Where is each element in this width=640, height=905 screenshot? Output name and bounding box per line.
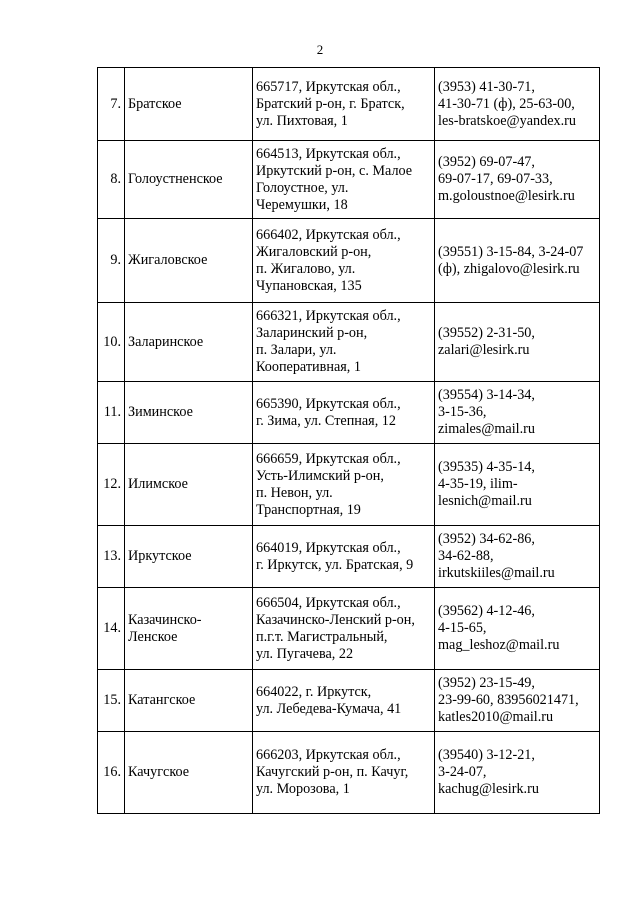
forestry-address-line: Усть-Илимский р-он, — [256, 467, 384, 484]
forestry-contacts-line: (ф), zhigalovo@lesirk.ru — [438, 260, 580, 277]
forestry-address-line: Транспортная, 19 — [256, 501, 361, 518]
forestry-contacts — [435, 732, 600, 814]
forestry-address-line: г. Зима, ул. Степная, 12 — [256, 412, 396, 429]
forestry-address — [253, 141, 435, 219]
forestry-name — [125, 670, 253, 732]
forestry-name-line: Казачинско- — [128, 611, 202, 628]
forestry-name-line: Заларинское — [128, 333, 204, 350]
forestry-name-line: Зиминское — [128, 404, 193, 420]
row-number: 7. — [98, 68, 125, 141]
forestry-address-line: 666321, Иркутская обл., — [256, 308, 401, 324]
forestry-contacts-line: 41-30-71 (ф), 25-63-00, — [438, 95, 575, 112]
forestry-contacts-line: (39562) 4-12-46, — [438, 603, 535, 619]
forestry-address-line: г. Иркутск, ул. Братская, 9 — [256, 556, 414, 573]
row-number: 13. — [98, 526, 125, 588]
forestry-name — [125, 382, 253, 444]
forestry-name — [125, 732, 253, 814]
forestry-name-line: Ленское — [128, 628, 178, 645]
table-row — [98, 303, 600, 382]
table-body — [98, 68, 600, 814]
forestry-contacts-line: 34-62-88, — [438, 548, 494, 564]
forestry-contacts-line: kachug@lesirk.ru — [438, 781, 539, 797]
forestry-address-line: ул. Пугачева, 22 — [256, 645, 354, 662]
forestry-table — [97, 67, 600, 814]
forestry-address — [253, 526, 435, 588]
table-row — [98, 526, 600, 588]
forestry-address-line: 664022, г. Иркутск, — [256, 683, 372, 700]
forestry-address-line: ул. Пихтовая, 1 — [256, 112, 348, 129]
forestry-contacts-line: (39554) 3-14-34, — [438, 387, 535, 403]
forestry-address — [253, 303, 435, 382]
forestry-contacts — [435, 670, 600, 732]
forestry-contacts-line: 3-15-36, — [438, 404, 487, 420]
forestry-contacts-line: (39540) 3-12-21, — [438, 747, 535, 763]
forestry-address-line: 664513, Иркутская обл., — [256, 145, 401, 162]
forestry-name-line: Братское — [128, 95, 182, 112]
forestry-contacts-line: irkutskiiles@mail.ru — [438, 565, 555, 581]
forestry-name-line: Катангское — [128, 692, 196, 708]
forestry-contacts-line: 4-15-65, — [438, 620, 487, 636]
table-row — [98, 68, 600, 141]
forestry-address-line: Казачинско-Ленский р-он, — [256, 611, 415, 628]
row-number: 8. — [98, 141, 125, 219]
forestry-address-line: 666504, Иркутская обл., — [256, 594, 401, 611]
forestry-address-line: Жигаловский р-он, — [256, 243, 372, 260]
forestry-address-line: 666659, Иркутская обл., — [256, 450, 401, 467]
forestry-address — [253, 68, 435, 141]
forestry-contacts-line: 69-07-17, 69-07-33, — [438, 171, 553, 187]
forestry-contacts-line: zimales@mail.ru — [438, 421, 535, 437]
row-number: 11. — [98, 382, 125, 444]
table-row — [98, 444, 600, 526]
forestry-name — [125, 141, 253, 219]
forestry-contacts-line: zalari@lesirk.ru — [438, 342, 530, 358]
row-number: 12. — [98, 444, 125, 526]
forestry-name-line: Иркутское — [128, 548, 192, 564]
forestry-contacts — [435, 526, 600, 588]
forestry-contacts-line: (3952) 23-15-49, — [438, 675, 535, 691]
forestry-name-line: Жигаловское — [128, 252, 208, 268]
forestry-name — [125, 68, 253, 141]
forestry-contacts-line: mag_leshoz@mail.ru — [438, 637, 560, 653]
forestry-contacts — [435, 141, 600, 219]
forestry-name — [125, 526, 253, 588]
forestry-name — [125, 219, 253, 303]
forestry-name-line: Илимское — [128, 476, 188, 492]
forestry-contacts-line: les-bratskoe@yandex.ru — [438, 112, 576, 129]
forestry-contacts — [435, 303, 600, 382]
forestry-address-line: п. Невон, ул. — [256, 484, 333, 501]
row-number: 10. — [98, 303, 125, 382]
forestry-address-line: Заларинский р-он, — [256, 325, 368, 341]
forestry-address-line: Кооперативная, 1 — [256, 359, 361, 375]
forestry-contacts-line: (3952) 34-62-86, — [438, 531, 535, 547]
forestry-address-line: ул. Морозова, 1 — [256, 781, 350, 797]
forestry-contacts — [435, 219, 600, 303]
forestry-address — [253, 382, 435, 444]
row-number: 14. — [98, 588, 125, 670]
forestry-name-line: Голоустненское — [128, 171, 223, 187]
table-row — [98, 588, 600, 670]
forestry-contacts-line: (39551) 3-15-84, 3-24-07 — [438, 243, 584, 260]
page-number: 2 — [316, 42, 324, 57]
forestry-contacts — [435, 588, 600, 670]
forestry-address-line: 665390, Иркутская обл., — [256, 395, 401, 412]
forestry-address-line: 665717, Иркутская обл., — [256, 78, 401, 95]
forestry-address-line: Голоустное, ул. — [256, 179, 349, 196]
forestry-contacts-line: (39535) 4-35-14, — [438, 459, 535, 475]
forestry-name-line: Качугское — [128, 764, 190, 780]
forestry-address-line: 666203, Иркутская обл., — [256, 747, 401, 763]
forestry-contacts-line: (3952) 69-07-47, — [438, 154, 535, 170]
table-row — [98, 732, 600, 814]
forestry-address-line: ул. Лебедева-Кумача, 41 — [256, 700, 402, 717]
forestry-contacts-line: (3953) 41-30-71, — [438, 78, 535, 95]
forestry-name — [125, 444, 253, 526]
forestry-address-line: Иркутский р-он, с. Малое — [256, 162, 413, 179]
forestry-contacts-line: 4-35-19, ilim- — [438, 476, 518, 492]
forestry-address-line: Качугский р-он, п. Качуг, — [256, 764, 409, 780]
table-row — [98, 670, 600, 732]
forestry-contacts — [435, 444, 600, 526]
forestry-address — [253, 670, 435, 732]
forestry-name — [125, 588, 253, 670]
forestry-contacts — [435, 68, 600, 141]
forestry-name — [125, 303, 253, 382]
forestry-contacts-line: m.goloustnoe@lesirk.ru — [438, 188, 575, 204]
forestry-contacts — [435, 382, 600, 444]
forestry-address — [253, 732, 435, 814]
forestry-address-line: 664019, Иркутская обл., — [256, 539, 401, 556]
forestry-address-line: Братский р-он, г. Братск, — [256, 95, 405, 112]
forestry-address — [253, 219, 435, 303]
forestry-address-line: п. Жигалово, ул. — [256, 260, 356, 277]
forestry-contacts-line: lesnich@mail.ru — [438, 493, 532, 509]
forestry-address — [253, 444, 435, 526]
forestry-contacts-line: katles2010@mail.ru — [438, 709, 554, 725]
forestry-address-line: п. Залари, ул. — [256, 342, 337, 358]
row-number: 15. — [98, 670, 125, 732]
forestry-address-line: Чупановская, 135 — [256, 277, 362, 294]
forestry-address — [253, 588, 435, 670]
row-number: 9. — [98, 219, 125, 303]
table-row — [98, 382, 600, 444]
row-number: 16. — [98, 732, 125, 814]
forestry-contacts-line: (39552) 2-31-50, — [438, 325, 535, 341]
forestry-contacts-line: 23-99-60, 83956021471, — [438, 692, 579, 708]
table-row — [98, 141, 600, 219]
forestry-address-line: Черемушки, 18 — [256, 196, 348, 213]
forestry-address-line: 666402, Иркутская обл., — [256, 226, 401, 243]
forestry-contacts-line: 3-24-07, — [438, 764, 487, 780]
table-row — [98, 219, 600, 303]
forestry-address-line: п.г.т. Магистральный, — [256, 628, 388, 645]
